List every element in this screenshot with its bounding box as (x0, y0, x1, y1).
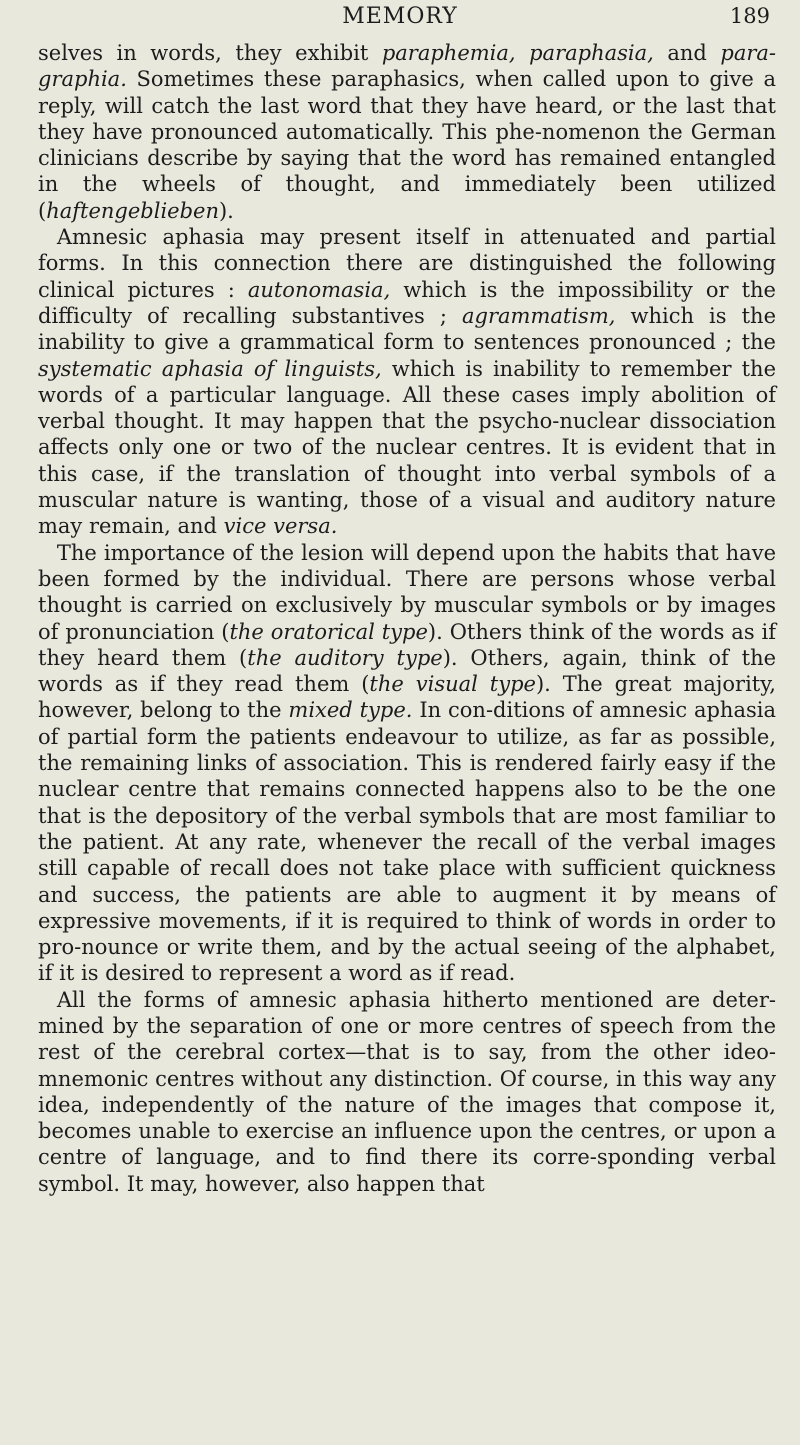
italic-text: agrammatism, (462, 303, 616, 328)
text-run: All the forms of amnesic aphasia hitherto mentioned are deter-mined by the separation of one or more centres of speech from the rest of the cerebral cortex—that is to say, from the other ideo-mnemonic centres without any distinction. Of course, in this way any idea, independently of the nature of the images that compose it, becomes unable to exercise an influence upon the centres, or upon a centre of language, and to find there its corre-sponding verbal symbol. It may, however, also happen that (38, 987, 776, 1196)
text-run: The importance of the lesion will depend upon the habits that have been formed by the individual. There are persons whose verbal thought is carried on exclusively by muscular symbols or by images of pronunciation ( (38, 540, 776, 644)
italic-text: the oratorical type (229, 619, 428, 644)
italic-text: mixed type. (288, 698, 413, 723)
text-run: which is the inability to give a grammatical form to sentences pronounced ; the (38, 303, 776, 355)
italic-text: para-graphia. (38, 41, 776, 92)
paragraph (38, 987, 776, 1197)
paragraph (38, 40, 776, 224)
paragraph (38, 224, 776, 540)
text-run: which is the impossibility or the difficulty of recalling substantives ; (38, 277, 776, 328)
text-run: which is inability to remember the words of a particular language. All these cases imply abolition of verbal thought. It may happen that the psycho-nuclear dissociation affects only one or two of the nuclear centres. It is evident that in this case, if the translation of thought into verbal symbols of a muscular nature is wanting, those of a visual and auditory nature may remain, and (38, 356, 776, 539)
italic-text: the auditory type (247, 645, 443, 670)
page-number: 189 (729, 4, 770, 28)
italic-text: autonomasia, (247, 277, 391, 302)
text-run: Sometimes these paraphasics, when called upon to give a reply, will catch the last word that they have heard, or the last that they have pronounced automatically. This phe-nomenon the German clinicians describe by saying that the word has remained entangled in the wheels of thought, and immediately been utilized ( (38, 67, 776, 223)
text-run: In con-ditions of amnesic aphasia of partial form the patients endeavour to utilize, as far as possible, the remaining links of association. This is rendered fairly easy if the nuclear centre that remains connected happens also to be the one that is the depository of the verbal symbols that are most familiar to the patient. At any rate, whenever the recall of the verbal images still capable of recall does not take place with sufficient quickness and success, the patients are able to augment it by means of expressive movements, if it is required to think of words in order to pro-nounce or write them, and by the actual seeing of the alphabet, if it is desired to represent a word as if read. (38, 698, 776, 986)
paragraph (38, 540, 776, 987)
chapter-title: MEMORY (342, 4, 458, 29)
text-run: selves in words, they exhibit (38, 41, 382, 65)
text-run: ). Others think of the words as if they heard them ( (38, 619, 777, 670)
italic-text: paraphemia, paraphasia, (381, 41, 654, 65)
text-run: Amnesic aphasia may present itself in attenuated and partial forms. In this connection there are distinguished the following clinical pictures : (38, 225, 776, 302)
text-run: ). (218, 198, 234, 223)
italic-text: systematic aphasia of linguists, (38, 356, 382, 381)
running-head (0, 2, 800, 36)
italic-text: haftengeblieben (46, 198, 219, 223)
italic-text: vice versa. (223, 514, 338, 539)
text-run: and (653, 41, 721, 65)
text-run: ). Others, again, think of the words as if they read them ( (38, 645, 777, 697)
text-run: ). The great majority, however, belong to the (38, 672, 776, 723)
body-text (38, 40, 776, 1197)
italic-text: the visual type (369, 672, 536, 697)
